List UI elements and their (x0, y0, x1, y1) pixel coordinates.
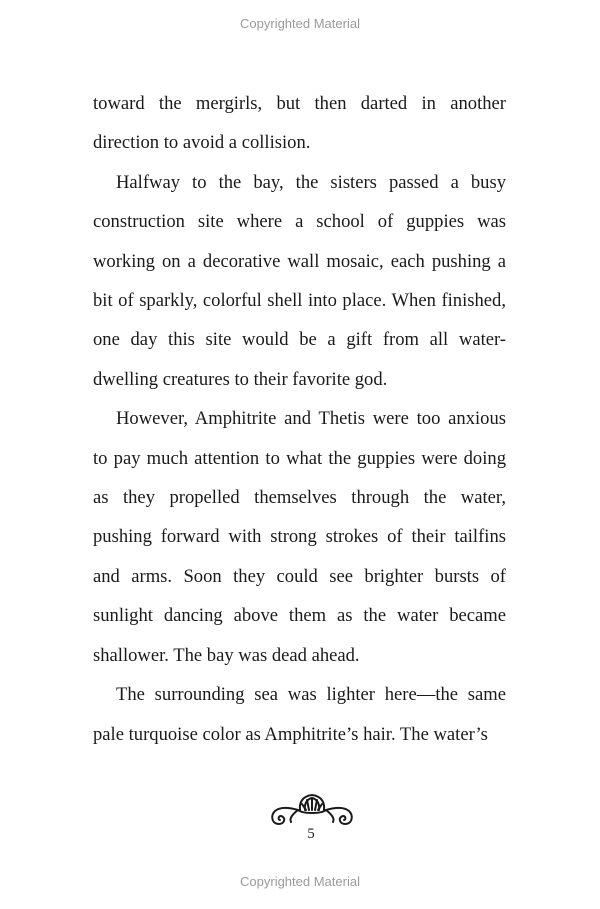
paragraph-1: toward the mergirls, but then darted in another direction to avoid a collision. (93, 93, 506, 154)
paragraph-3: However, Amphitrite and Thetis were too anxious to pay much attention to what the guppies were doing as they propelled themselves through the water, pushing forward with strong strokes of their tailfins and arms. Soon they could see brighter bursts of sunlight dancing above them as the water became shallower. The bay was dead ahead. (93, 408, 506, 666)
paragraph-2: Halfway to the bay, the sisters passed a busy construction site where a school of guppies was working on a decorative wall mosaic, each pushing a bit of sparkly, colorful shell into place. When finished, one day this site would be a gift from all water-dwelling creatures to their favorite god. (93, 171, 506, 390)
page-number: 5 (307, 826, 315, 842)
paragraph-4: The surrounding sea was lighter here—the same pale turquoise color as Amphitrite’s hair. The water’s (93, 684, 506, 745)
watermark-bottom: Copyrighted Material (240, 874, 360, 889)
watermark-top: Copyrighted Material (240, 16, 360, 31)
page-body-text (93, 84, 506, 754)
